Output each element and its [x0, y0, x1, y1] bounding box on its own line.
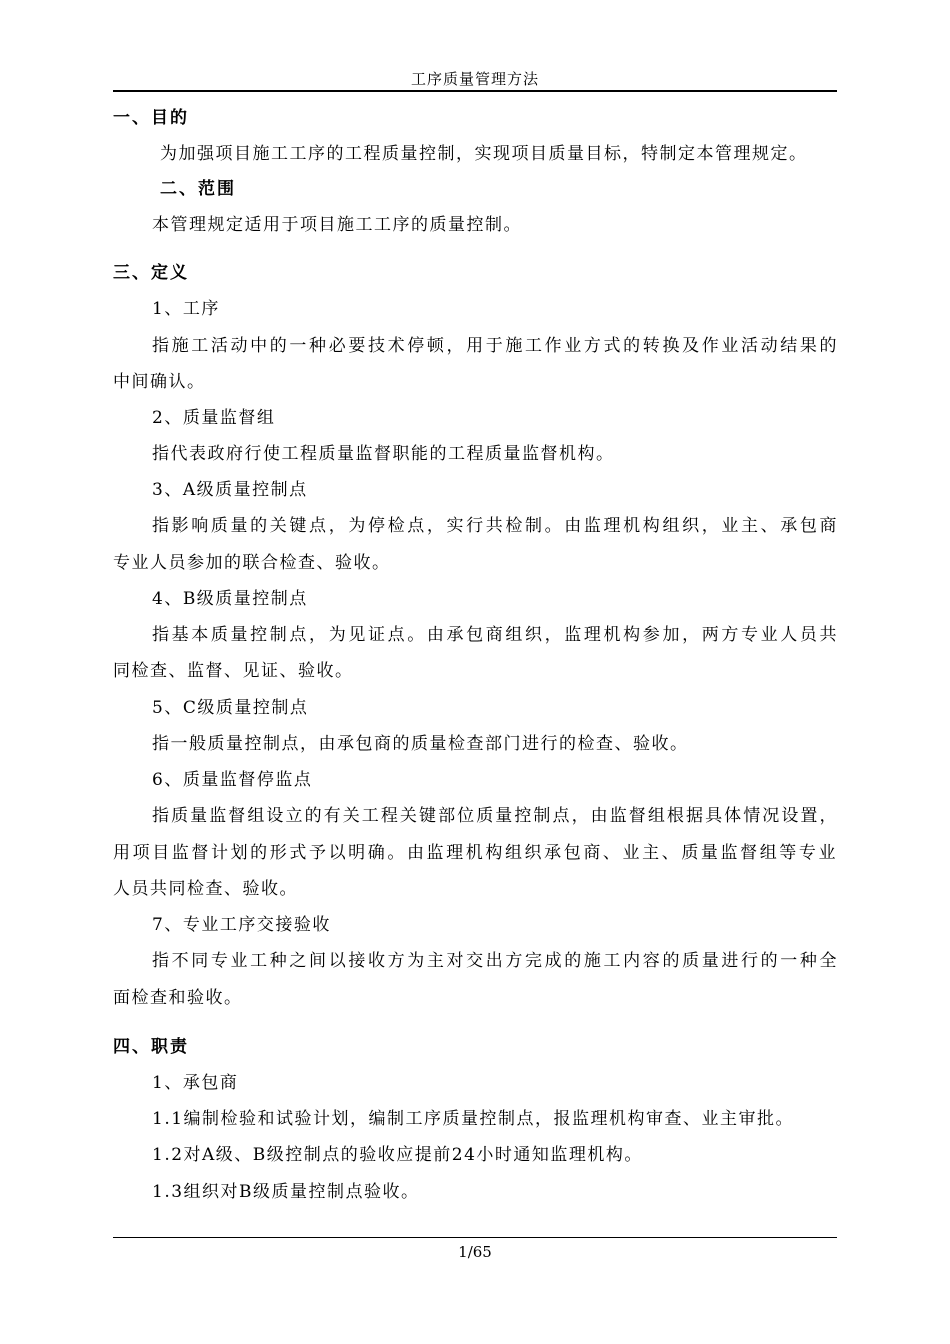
responsibility-item: 1.3组织对B级质量控制点验收。 — [152, 1182, 420, 1202]
section-heading-purpose: 一、目的 — [113, 108, 189, 128]
definition-title: 4、B级质量控制点 — [152, 589, 308, 609]
responsibility-item: 1.2对A级、B级控制点的验收应提前24小时通知监理机构。 — [152, 1145, 643, 1165]
section-heading-scope: 二、范围 — [160, 179, 236, 199]
page-header-title: 工序质量管理方法 — [410, 70, 539, 88]
responsibility-title: 1、承包商 — [152, 1073, 239, 1093]
definition-text: 指一般质量控制点，由承包商的质量检查部门进行的检查、验收。 — [152, 734, 689, 754]
section-heading-responsibilities: 四、职责 — [113, 1037, 189, 1057]
definition-text: 指质量监督组设立的有关工程关键部位质量控制点，由监督组根据具体情况设置， — [152, 806, 838, 826]
definition-title: 1、工序 — [152, 299, 220, 319]
definition-text: 面检查和验收。 — [113, 988, 243, 1008]
purpose-text: 为加强项目施工工序的工程质量控制，实现项目质量目标，特制定本管理规定。 — [160, 144, 808, 164]
definition-title: 7、专业工序交接验收 — [152, 915, 331, 935]
definition-title: 3、A级质量控制点 — [152, 480, 308, 500]
definition-text: 同检查、监督、见证、验收。 — [113, 661, 354, 681]
scope-text: 本管理规定适用于项目施工工序的质量控制。 — [152, 215, 522, 235]
responsibility-item: 1.1编制检验和试验计划，编制工序质量控制点，报监理机构审查、业主审批。 — [152, 1109, 795, 1129]
definition-text: 指基本质量控制点，为见证点。由承包商组织，监理机构参加，两方专业人员共 — [152, 625, 838, 645]
definition-title: 5、C级质量控制点 — [152, 698, 309, 718]
definition-text: 指影响质量的关键点，为停检点，实行共检制。由监理机构组织，业主、承包商 — [152, 516, 838, 536]
page-number: 1/65 — [458, 1243, 492, 1261]
definition-text: 中间确认。 — [113, 372, 206, 392]
definition-text: 指不同专业工种之间以接收方为主对交出方完成的施工内容的质量进行的一种全 — [152, 951, 838, 971]
definition-text: 指代表政府行使工程质量监督职能的工程质量监督机构。 — [152, 444, 615, 464]
definition-title: 2、质量监督组 — [152, 408, 276, 428]
footer-rule — [113, 1237, 837, 1238]
definition-title: 6、质量监督停监点 — [152, 770, 313, 790]
definition-text: 人员共同检查、验收。 — [113, 879, 298, 899]
header-rule — [113, 90, 837, 92]
definition-text: 用项目监督计划的形式予以明确。由监理机构组织承包商、业主、质量监督组等专业 — [113, 843, 837, 863]
section-heading-definitions: 三、定义 — [113, 263, 189, 283]
definition-text: 专业人员参加的联合检查、验收。 — [113, 553, 391, 573]
definition-text: 指施工活动中的一种必要技术停顿，用于施工作业方式的转换及作业活动结果的 — [152, 336, 838, 356]
